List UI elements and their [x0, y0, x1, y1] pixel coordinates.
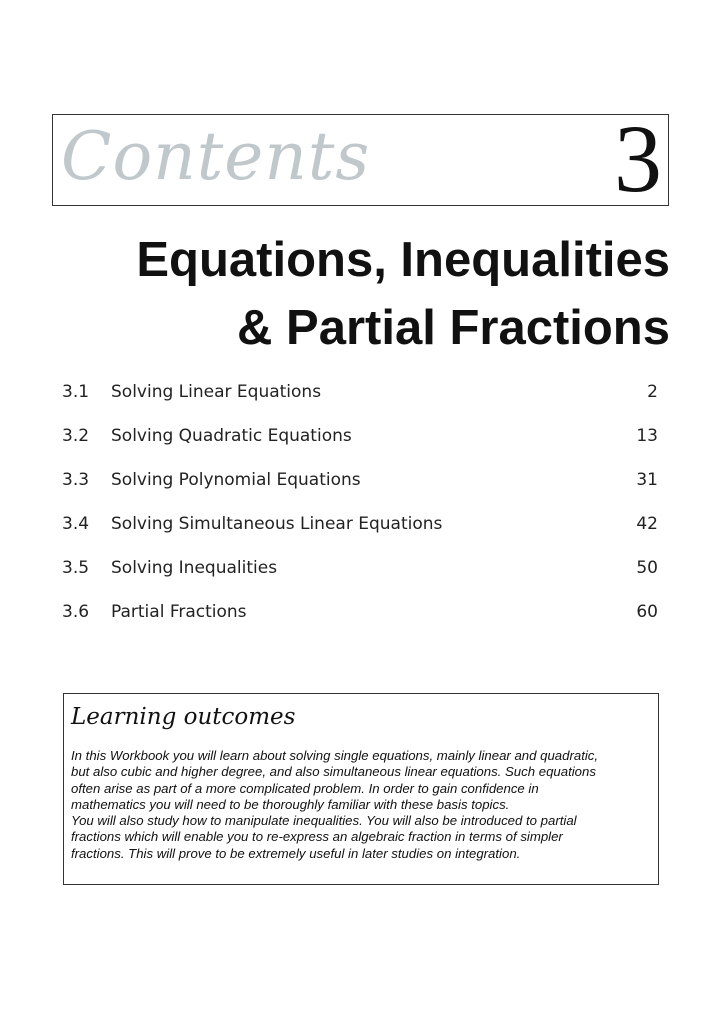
outcomes-line: but also cubic and higher degree, and also simultaneous linear equations. Such equations — [71, 764, 596, 780]
outcomes-line: often arise as part of a more complicated problem. In order to gain confidence in — [71, 780, 539, 796]
learning-outcomes-text — [71, 748, 650, 862]
toc-entry-3-5[interactable] — [62, 554, 658, 598]
table-of-contents — [62, 378, 658, 642]
outcomes-line: mathematics you will need to be thoroughly familiar with these basis topics. — [71, 796, 510, 812]
toc-section-title: Solving Quadratic Equations — [111, 426, 352, 446]
toc-section-number: 3.4 — [62, 514, 90, 534]
toc-section-title: Solving Simultaneous Linear Equations — [111, 514, 443, 534]
toc-page-number: 50 — [636, 558, 658, 578]
toc-entry-3-3[interactable] — [62, 466, 658, 510]
toc-section-number: 3.1 — [62, 382, 90, 402]
outcomes-line: You will also study how to manipulate inequalities. You will also be introduced to partial — [71, 813, 577, 829]
toc-entry-3-6[interactable] — [62, 598, 658, 642]
toc-entry-3-2[interactable] — [62, 422, 658, 466]
toc-page-number: 31 — [636, 470, 658, 490]
outcomes-line: In this Workbook you will learn about solving single equations, mainly linear and quadratic, — [71, 748, 599, 763]
toc-section-title: Partial Fractions — [111, 602, 247, 622]
toc-section-number: 3.5 — [62, 558, 90, 578]
outcomes-line: fractions which will enable you to re-express an algebraic fraction in terms of simpler — [71, 829, 563, 845]
outcomes-line: fractions. This will prove to be extremely useful in later studies on integration. — [71, 845, 521, 861]
toc-section-number: 3.3 — [62, 470, 90, 490]
learning-outcomes-heading: Learning outcomes — [71, 704, 296, 730]
toc-page-number: 60 — [636, 602, 658, 622]
workbook-title-line-2: & Partial Fractions — [237, 301, 670, 355]
toc-page-number: 2 — [647, 382, 658, 402]
learning-outcomes-box — [63, 693, 659, 885]
toc-section-title: Solving Inequalities — [111, 558, 278, 578]
chapter-number: 3 — [614, 105, 662, 212]
toc-entry-3-1[interactable] — [62, 378, 658, 422]
toc-section-number: 3.2 — [62, 426, 90, 446]
toc-page-number: 42 — [636, 514, 658, 534]
toc-section-number: 3.6 — [62, 602, 90, 622]
toc-section-title: Solving Polynomial Equations — [111, 470, 361, 490]
toc-entry-3-4[interactable] — [62, 510, 658, 554]
toc-section-title: Solving Linear Equations — [111, 382, 322, 402]
toc-page-number: 13 — [636, 426, 658, 446]
contents-label: Contents — [61, 118, 371, 195]
contents-header-box — [52, 105, 669, 212]
workbook-title-line-1: Equations, Inequalities — [136, 233, 670, 287]
